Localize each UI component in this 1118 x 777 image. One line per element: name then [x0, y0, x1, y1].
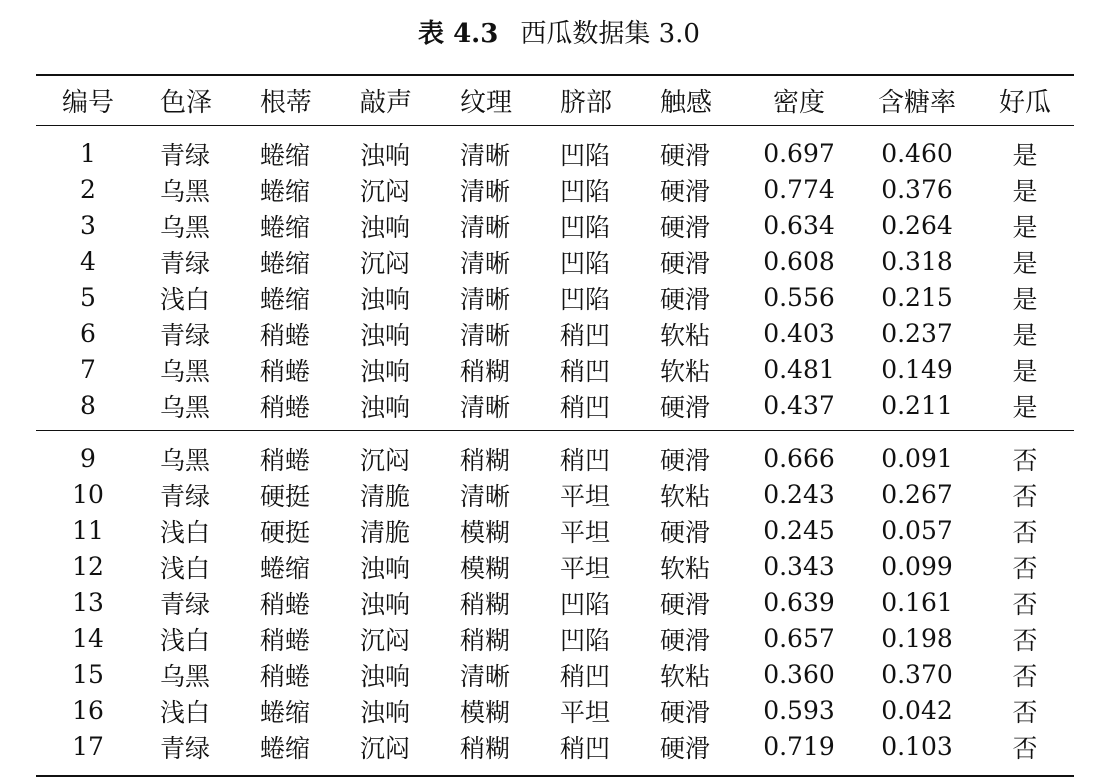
cell-id: 5: [80, 283, 96, 312]
cell-color: 青绿: [160, 320, 211, 350]
cell-good: 否: [1012, 445, 1038, 475]
cell-sugar: 0.042: [881, 696, 953, 725]
table-row: [36, 657, 1074, 693]
cell-navel: 平坦: [560, 481, 611, 511]
cell-good: 是: [1012, 392, 1038, 422]
cell-sugar: 0.237: [881, 319, 953, 348]
cell-navel: 凹陷: [560, 176, 611, 206]
cell-navel: 凹陷: [560, 625, 611, 655]
table-title: 西瓜数据集 3.0: [520, 19, 700, 49]
table-row: [36, 621, 1074, 657]
cell-sugar: 0.215: [881, 283, 953, 312]
cell-density: 0.666: [763, 444, 835, 473]
cell-color: 乌黑: [160, 176, 211, 206]
table-row: [36, 244, 1074, 280]
cell-root: 蜷缩: [260, 284, 311, 314]
table-row: [36, 125, 1074, 172]
cell-sugar: 0.318: [881, 247, 953, 276]
cell-color: 青绿: [160, 481, 211, 511]
cell-color: 乌黑: [160, 356, 211, 386]
cell-navel: 凹陷: [560, 248, 611, 278]
cell-sugar: 0.057: [881, 516, 953, 545]
cell-touch: 硬滑: [660, 140, 711, 170]
cell-texture: 稍糊: [460, 733, 511, 763]
table-body: [36, 125, 1074, 776]
cell-good: 否: [1012, 733, 1038, 763]
cell-id: 11: [72, 516, 104, 545]
cell-sound: 沉闷: [360, 248, 411, 278]
cell-root: 稍蜷: [260, 356, 311, 386]
cell-root: 蜷缩: [260, 212, 311, 242]
cell-root: 稍蜷: [260, 625, 311, 655]
cell-sound: 浊响: [360, 392, 411, 422]
cell-texture: 清晰: [460, 481, 511, 511]
cell-root: 稍蜷: [260, 445, 311, 475]
cell-texture: 稍糊: [460, 356, 511, 386]
cell-texture: 稍糊: [460, 625, 511, 655]
table-number: 表 4.3: [418, 19, 499, 49]
cell-sound: 清脆: [360, 517, 411, 547]
cell-color: 乌黑: [160, 445, 211, 475]
cell-sugar: 0.198: [881, 624, 953, 653]
cell-sound: 浊响: [360, 212, 411, 242]
header-good: 好瓜: [998, 87, 1051, 118]
cell-sound: 沉闷: [360, 733, 411, 763]
header-id: 编号: [61, 87, 114, 118]
cell-color: 青绿: [160, 733, 211, 763]
cell-texture: 清晰: [460, 392, 511, 422]
cell-id: 2: [80, 175, 96, 204]
cell-touch: 硬滑: [660, 517, 711, 547]
cell-touch: 软粘: [660, 320, 711, 350]
cell-touch: 硬滑: [660, 176, 711, 206]
cell-density: 0.639: [763, 588, 835, 617]
cell-color: 乌黑: [160, 392, 211, 422]
cell-good: 是: [1012, 248, 1038, 278]
cell-root: 硬挺: [260, 481, 311, 511]
cell-root: 蜷缩: [260, 697, 311, 727]
cell-color: 浅白: [160, 553, 211, 583]
header-sound: 敲声: [360, 87, 413, 118]
table-row: [36, 430, 1074, 477]
cell-id: 14: [72, 624, 104, 653]
cell-touch: 硬滑: [660, 284, 711, 314]
cell-good: 否: [1012, 481, 1038, 511]
header-density: 密度: [772, 87, 825, 118]
cell-navel: 凹陷: [560, 589, 611, 619]
cell-touch: 硬滑: [660, 625, 711, 655]
table-row: [36, 388, 1074, 431]
cell-sugar: 0.161: [881, 588, 953, 617]
table-row: [36, 585, 1074, 621]
header-row: [36, 75, 1074, 125]
cell-root: 稍蜷: [260, 392, 311, 422]
table-row: [36, 693, 1074, 729]
cell-sugar: 0.267: [881, 480, 953, 509]
cell-root: 蜷缩: [260, 248, 311, 278]
cell-navel: 稍凹: [560, 733, 611, 763]
cell-touch: 软粘: [660, 356, 711, 386]
cell-good: 是: [1012, 140, 1038, 170]
cell-sugar: 0.460: [881, 139, 953, 168]
cell-id: 8: [80, 391, 96, 420]
cell-good: 是: [1012, 320, 1038, 350]
cell-good: 否: [1012, 697, 1038, 727]
cell-texture: 清晰: [460, 320, 511, 350]
cell-root: 稍蜷: [260, 589, 311, 619]
cell-sound: 浊响: [360, 553, 411, 583]
cell-navel: 稍凹: [560, 445, 611, 475]
cell-navel: 平坦: [560, 697, 611, 727]
cell-texture: 模糊: [460, 517, 511, 547]
table-row: [36, 172, 1074, 208]
cell-density: 0.719: [763, 732, 835, 761]
cell-touch: 硬滑: [660, 212, 711, 242]
cell-navel: 平坦: [560, 553, 611, 583]
cell-root: 蜷缩: [260, 733, 311, 763]
cell-color: 浅白: [160, 625, 211, 655]
cell-good: 是: [1012, 212, 1038, 242]
cell-touch: 硬滑: [660, 392, 711, 422]
cell-texture: 清晰: [460, 284, 511, 314]
cell-color: 浅白: [160, 284, 211, 314]
cell-texture: 模糊: [460, 697, 511, 727]
cell-density: 0.774: [763, 175, 835, 204]
cell-touch: 软粘: [660, 661, 711, 691]
cell-sugar: 0.103: [881, 732, 953, 761]
cell-id: 12: [72, 552, 104, 581]
cell-sound: 浊响: [360, 661, 411, 691]
table-row: [36, 208, 1074, 244]
cell-id: 4: [80, 247, 96, 276]
cell-color: 浅白: [160, 517, 211, 547]
cell-density: 0.481: [763, 355, 835, 384]
cell-color: 乌黑: [160, 212, 211, 242]
cell-density: 0.360: [763, 660, 835, 689]
cell-touch: 硬滑: [660, 733, 711, 763]
table-row: [36, 352, 1074, 388]
header-sugar: 含糖率: [877, 87, 956, 118]
cell-touch: 软粘: [660, 481, 711, 511]
table-row: [36, 316, 1074, 352]
cell-good: 否: [1012, 661, 1038, 691]
cell-texture: 稍糊: [460, 445, 511, 475]
table-header: [36, 75, 1074, 125]
cell-navel: 稍凹: [560, 356, 611, 386]
cell-root: 稍蜷: [260, 661, 311, 691]
cell-density: 0.556: [763, 283, 835, 312]
cell-density: 0.243: [763, 480, 835, 509]
cell-id: 9: [80, 444, 96, 473]
cell-texture: 清晰: [460, 176, 511, 206]
cell-good: 否: [1012, 553, 1038, 583]
cell-id: 16: [72, 696, 104, 725]
cell-color: 乌黑: [160, 661, 211, 691]
cell-sound: 浊响: [360, 140, 411, 170]
cell-sugar: 0.376: [881, 175, 953, 204]
table-row: [36, 549, 1074, 585]
cell-density: 0.634: [763, 211, 835, 240]
cell-texture: 模糊: [460, 553, 511, 583]
cell-density: 0.657: [763, 624, 835, 653]
cell-root: 蜷缩: [260, 176, 311, 206]
cell-touch: 硬滑: [660, 248, 711, 278]
cell-touch: 硬滑: [660, 589, 711, 619]
cell-density: 0.403: [763, 319, 835, 348]
cell-density: 0.697: [763, 139, 835, 168]
cell-sound: 浊响: [360, 589, 411, 619]
cell-navel: 凹陷: [560, 212, 611, 242]
cell-density: 0.437: [763, 391, 835, 420]
cell-root: 硬挺: [260, 517, 311, 547]
cell-sugar: 0.099: [881, 552, 953, 581]
cell-texture: 清晰: [460, 212, 511, 242]
cell-sound: 沉闷: [360, 445, 411, 475]
cell-navel: 稍凹: [560, 320, 611, 350]
cell-density: 0.245: [763, 516, 835, 545]
cell-sound: 浊响: [360, 356, 411, 386]
cell-touch: 软粘: [660, 553, 711, 583]
cell-sugar: 0.149: [881, 355, 953, 384]
cell-sound: 清脆: [360, 481, 411, 511]
cell-navel: 稍凹: [560, 392, 611, 422]
header-touch: 触感: [660, 87, 713, 118]
cell-color: 青绿: [160, 589, 211, 619]
cell-id: 15: [72, 660, 104, 689]
cell-root: 蜷缩: [260, 140, 311, 170]
cell-touch: 硬滑: [660, 697, 711, 727]
header-navel: 脐部: [560, 87, 613, 118]
cell-sugar: 0.264: [881, 211, 953, 240]
cell-id: 17: [72, 732, 104, 761]
cell-navel: 凹陷: [560, 284, 611, 314]
watermelon-dataset-table: [36, 74, 1074, 777]
cell-good: 是: [1012, 356, 1038, 386]
cell-sugar: 0.370: [881, 660, 953, 689]
cell-sugar: 0.091: [881, 444, 953, 473]
cell-id: 13: [72, 588, 104, 617]
cell-color: 青绿: [160, 248, 211, 278]
table-caption: [0, 14, 1118, 54]
cell-sound: 浊响: [360, 284, 411, 314]
table-row: [36, 513, 1074, 549]
cell-density: 0.343: [763, 552, 835, 581]
header-color: 色泽: [160, 87, 213, 118]
cell-sound: 沉闷: [360, 176, 411, 206]
cell-density: 0.608: [763, 247, 835, 276]
cell-navel: 稍凹: [560, 661, 611, 691]
cell-good: 是: [1012, 284, 1038, 314]
cell-color: 浅白: [160, 697, 211, 727]
cell-good: 否: [1012, 625, 1038, 655]
table-row: [36, 477, 1074, 513]
cell-id: 1: [80, 139, 96, 168]
cell-good: 否: [1012, 589, 1038, 619]
cell-navel: 凹陷: [560, 140, 611, 170]
cell-sound: 浊响: [360, 320, 411, 350]
cell-texture: 稍糊: [460, 589, 511, 619]
cell-touch: 硬滑: [660, 445, 711, 475]
cell-sound: 浊响: [360, 697, 411, 727]
cell-texture: 清晰: [460, 248, 511, 278]
cell-id: 3: [80, 211, 96, 240]
cell-id: 6: [80, 319, 96, 348]
cell-density: 0.593: [763, 696, 835, 725]
header-root: 根蒂: [260, 87, 313, 118]
cell-texture: 清晰: [460, 661, 511, 691]
cell-navel: 平坦: [560, 517, 611, 547]
cell-sound: 沉闷: [360, 625, 411, 655]
cell-texture: 清晰: [460, 140, 511, 170]
cell-root: 稍蜷: [260, 320, 311, 350]
table-row: [36, 729, 1074, 776]
cell-sugar: 0.211: [881, 391, 953, 420]
table-row: [36, 280, 1074, 316]
cell-good: 否: [1012, 517, 1038, 547]
cell-id: 7: [80, 355, 96, 384]
cell-id: 10: [72, 480, 104, 509]
header-texture: 纹理: [460, 87, 513, 118]
cell-root: 蜷缩: [260, 553, 311, 583]
cell-color: 青绿: [160, 140, 211, 170]
cell-good: 是: [1012, 176, 1038, 206]
